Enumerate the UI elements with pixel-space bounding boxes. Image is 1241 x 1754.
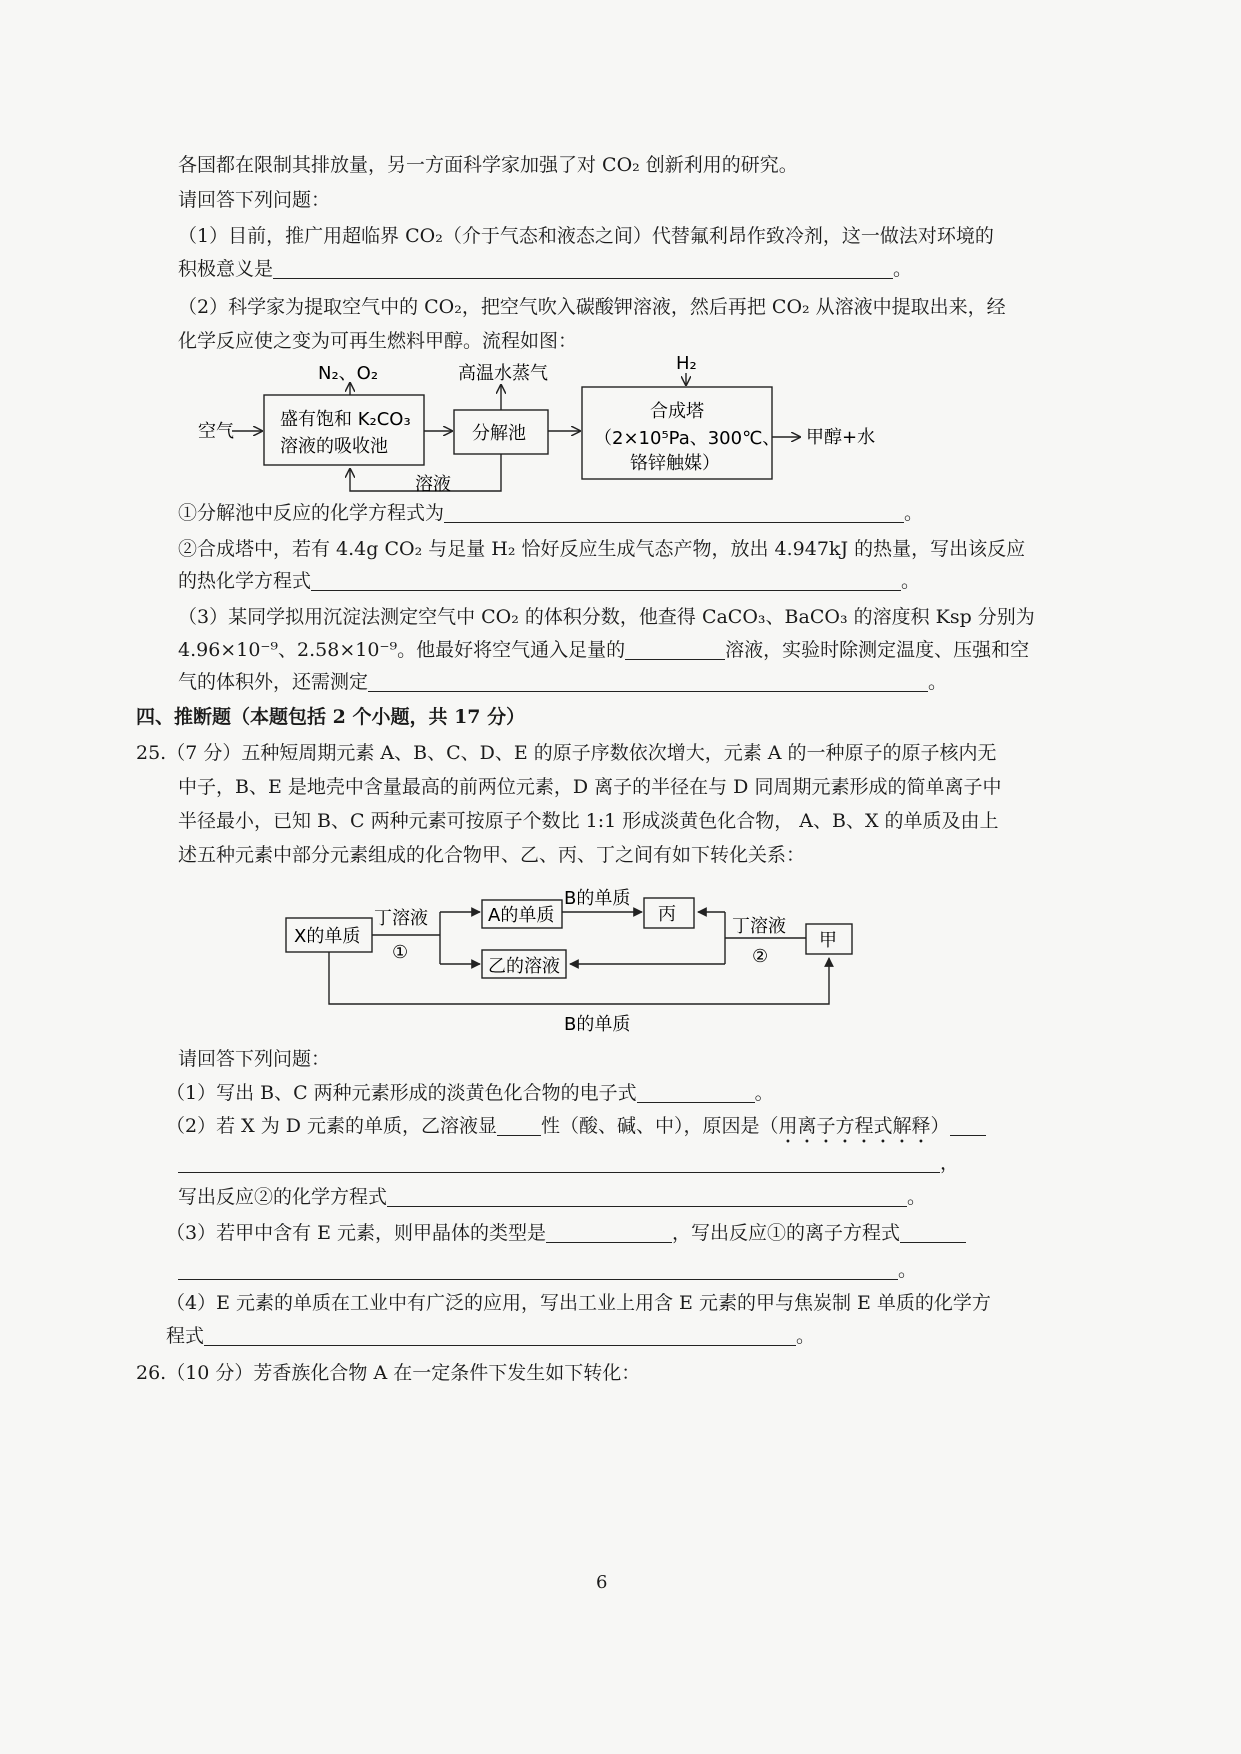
q25-part4-line1: （4）E 元素的单质在工业中有广泛的应用，写出工业上用含 E 元素的甲与焦炭制 E 单质的化学方 [166,1292,991,1314]
q24-part3-text-b: 溶液，实验时除测定温度、压强和空 [725,639,1030,661]
answer-blank[interactable] [497,1115,541,1136]
q25-part3-text-b: ，写出反应①的离子方程式 [672,1222,901,1244]
synthesis-label-2: （2×10⁵Pa、300℃、 [594,428,781,449]
ding-solution-label-2: 丁溶液 [732,916,786,937]
q25-part2-eq-label: 写出反应②的化学方程式 [178,1186,388,1208]
answer-blank[interactable] [387,1186,907,1207]
q25-part3-line2 [178,1257,917,1283]
q24-part3-line3 [178,669,947,695]
ding-solution-label-1: 丁溶液 [374,908,428,929]
answer-blank[interactable] [950,1115,986,1136]
q25-part1-line [166,1080,774,1106]
q24-part1-line2 [178,256,912,282]
page-number: 6 [596,1572,608,1593]
q25-part3-line1 [166,1220,966,1246]
q24-part2-line2: 化学反应使之变为可再生燃料甲醇。流程如图： [178,330,578,352]
q25-line3: 半径最小，已知 B、C 两种元素可按原子个数比 1:1 形成淡黄色化合物， A、B、X 的单质及由上 [178,810,999,832]
period: 。 [907,1186,927,1208]
air-label: 空气 [198,421,234,442]
q25-part1-label: （1）写出 B、C 两种元素形成的淡黄色化合物的电子式 [166,1082,637,1104]
product-label: 甲醇+水 [806,427,876,448]
q24-part1-line1: （1）目前，推广用超临界 CO₂（介于气态和液态之间）代替氟利昂作致冷剂，这一做法对环境的 [178,225,994,247]
q24-sub1-line [178,500,923,526]
q24-sub1-label: ①分解池中反应的化学方程式为 [178,502,445,524]
answer-blank[interactable] [178,1259,898,1280]
period: 。 [901,570,921,592]
bing-label: 丙 [658,904,676,925]
a-element-label: A的单质 [488,905,555,926]
q24-sub2-line2 [178,568,920,594]
conversion-diagram [280,880,880,1040]
answer-blank[interactable] [178,1152,940,1173]
answer-blank[interactable] [625,639,725,660]
solution-label: 溶液 [415,474,451,495]
q25-part2-line2 [178,1150,959,1176]
period: 。 [754,1082,774,1104]
q25-part3-text-a: （3）若甲中含有 E 元素，则甲晶体的类型是 [166,1222,547,1244]
q25-line1: 25.（7 分）五种短周期元素 A、B、C、D、E 的原子序数依次增大，元素 A 的一种原子的原子核内无 [136,742,997,764]
b-element-bottom-label: B的单质 [564,1014,631,1035]
q26-line: 26.（10 分）芳香族化合物 A 在一定条件下发生如下转化： [136,1362,641,1384]
q25-part2-line1 [166,1113,986,1148]
q25-part4-line2 [166,1323,815,1349]
answer-blank[interactable] [546,1222,672,1243]
q24-part2-line1: （2）科学家为提取空气中的 CO₂，把空气吹入碳酸钾溶液，然后再把 CO₂ 从溶液中提取出来，经 [178,296,1006,318]
intro-line: 各国都在限制其排放量，另一方面科学家加强了对 CO₂ 创新利用的研究。 [178,154,798,176]
process-flow-diagram [180,355,910,500]
absorber-label-2: 溶液的吸收池 [280,436,388,457]
answer-blank[interactable] [637,1082,755,1103]
answer-blank[interactable] [204,1325,796,1346]
synthesis-label-3: 铬锌触媒） [630,453,720,474]
absorber-label-1: 盛有饱和 K₂CO₃ [280,409,411,430]
h2-label: H₂ [676,355,697,374]
q25-part2-text-a: （2）若 X 为 D 元素的单质，乙溶液显 [166,1115,498,1137]
q24-part1-label: 积极意义是 [178,258,274,280]
section-4-heading: 四、推断题（本题包括 2 个小题，共 17 分） [136,706,526,728]
q25-part2-emphasis: 用离子方程式解释 [778,1115,931,1137]
q25-line4: 述五种元素中部分元素组成的化合物甲、乙、丙、丁之间有如下转化关系： [178,844,806,866]
decomposer-label: 分解池 [472,423,526,444]
n2o2-label: N₂、O₂ [318,363,379,384]
answer-blank[interactable] [311,570,901,591]
jia-label: 甲 [819,930,837,951]
x-element-label: X的单质 [294,926,361,947]
comma: ， [940,1152,960,1174]
q25-part2-text-d: ） [930,1115,950,1137]
period: 。 [928,671,948,693]
synthesis-label-1: 合成塔 [650,401,704,422]
period: 。 [893,258,913,280]
q24-part3-line1: （3）某同学拟用沉淀法测定空气中 CO₂ 的体积分数，他查得 CaCO₃、BaCO₃ 的溶度积 Ksp 分别为 [178,606,1035,628]
yi-solution-label: 乙的溶液 [488,956,560,977]
b-element-top-label: B的单质 [564,888,631,909]
q24-sub2-label: 的热化学方程式 [178,570,312,592]
q25-part2-text-b: 性（酸、碱、中），原因是（ [541,1115,779,1137]
q25-line2: 中子，B、E 是地壳中含量最高的前两位元素，D 离子的半径在与 D 同周期元素形成的简单离子中 [178,776,1002,798]
period: 。 [904,502,924,524]
period: 。 [796,1325,816,1347]
answer-blank[interactable] [900,1222,966,1243]
steam-label: 高温水蒸气 [458,363,548,384]
answer-blank[interactable] [444,502,904,523]
q24-part3-text-a: 4.96×10⁻⁹、2.58×10⁻⁹。他最好将空气通入足量的 [178,639,626,661]
q25-part2-line3 [178,1184,926,1210]
q25-prompt: 请回答下列问题： [178,1048,331,1070]
question-prompt: 请回答下列问题： [178,189,331,211]
answer-blank[interactable] [368,671,928,692]
period: 。 [898,1259,918,1281]
q24-part3-label: 气的体积外，还需测定 [178,671,369,693]
reaction-2-label: ② [752,946,769,967]
reaction-1-label: ① [392,942,409,963]
q25-part4-label: 程式 [166,1325,205,1347]
q24-part3-line2 [178,637,1029,663]
answer-blank[interactable] [273,258,893,279]
q24-sub2-line1: ②合成塔中，若有 4.4g CO₂ 与足量 H₂ 恰好反应生成气态产物，放出 4.947kJ 的热量，写出该反应 [178,538,1026,560]
